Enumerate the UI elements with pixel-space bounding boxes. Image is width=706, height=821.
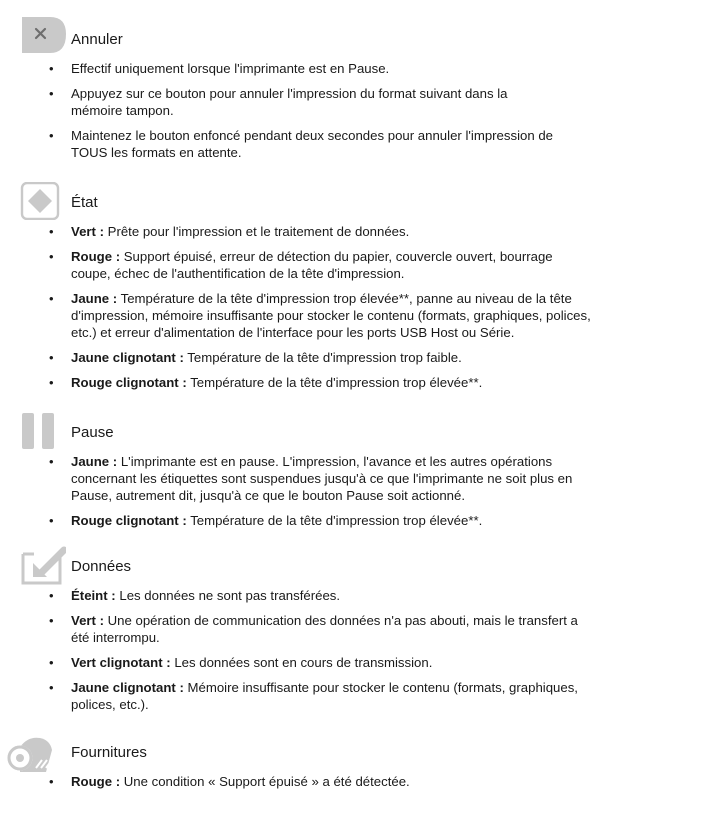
list-item: • Jaune clignotant : Température de la tête d'impression trop faible. — [0, 349, 706, 366]
section-title: Pause — [71, 424, 114, 441]
item-list — [0, 60, 706, 169]
status-diamond-icon — [20, 182, 64, 220]
cancel-x-icon — [20, 17, 64, 55]
list-item: • Maintenez le bouton enfoncé pendant deux secondes pour annuler l'impression de TOUS les formats en attente. — [0, 127, 706, 161]
section-title: Données — [71, 558, 132, 575]
list-item: • Effectif uniquement lorsque l'imprimante est en Pause. — [0, 60, 706, 77]
pause-icon — [20, 412, 64, 450]
list-item: • Vert clignotant : Les données sont en cours de transmission. — [0, 654, 706, 671]
list-item: • Jaune : L'imprimante est en pause. L'impression, l'avance et les autres opérations concernant les étiquettes sont suspendues jusqu'à ce que l'imprimante ne soit plus en Pause, autrement dit, jusqu'à ce que le bouton Pause soit actionné. — [0, 453, 706, 504]
data-tray-arrow-icon — [20, 546, 64, 584]
item-list — [0, 453, 706, 537]
list-item: • Appuyez sur ce bouton pour annuler l'impression du format suivant dans la mémoire tampon. — [0, 85, 706, 119]
item-list — [0, 587, 706, 721]
list-item: • Rouge : Support épuisé, erreur de détection du papier, couvercle ouvert, bourrage coupe, échec de l'authentification de la tête d'impression. — [0, 248, 706, 282]
list-item: • Jaune : Température de la tête d'impression trop élevée**, panne au niveau de la tête d'impression, mémoire insuffisante pour stocker le contenu (formats, graphiques, polices, etc.) et erreur d'alimentation de l'interface pour les ports USB Host ou Série. — [0, 290, 706, 341]
list-item: • Vert : Prête pour l'impression et le traitement de données. — [0, 223, 706, 240]
list-item: • Rouge : Une condition « Support épuisé » a été détectée. — [0, 773, 706, 790]
item-list — [0, 773, 706, 798]
section-title: État — [71, 194, 98, 211]
section-title: Annuler — [71, 31, 123, 48]
section-title: Fournitures — [71, 744, 147, 761]
list-item: • Éteint : Les données ne sont pas transférées. — [0, 587, 706, 604]
list-item: • Rouge clignotant : Température de la tête d'impression trop élevée**. — [0, 374, 706, 391]
list-item: • Vert : Une opération de communication des données n'a pas abouti, mais le transfert a été interrompu. — [0, 612, 706, 646]
list-item: • Jaune clignotant : Mémoire insuffisante pour stocker le contenu (formats, graphiques, polices, etc.). — [0, 679, 706, 713]
item-list — [0, 223, 706, 399]
supplies-roll-icon — [6, 732, 66, 770]
list-item: • Rouge clignotant : Température de la tête d'impression trop élevée**. — [0, 512, 706, 529]
